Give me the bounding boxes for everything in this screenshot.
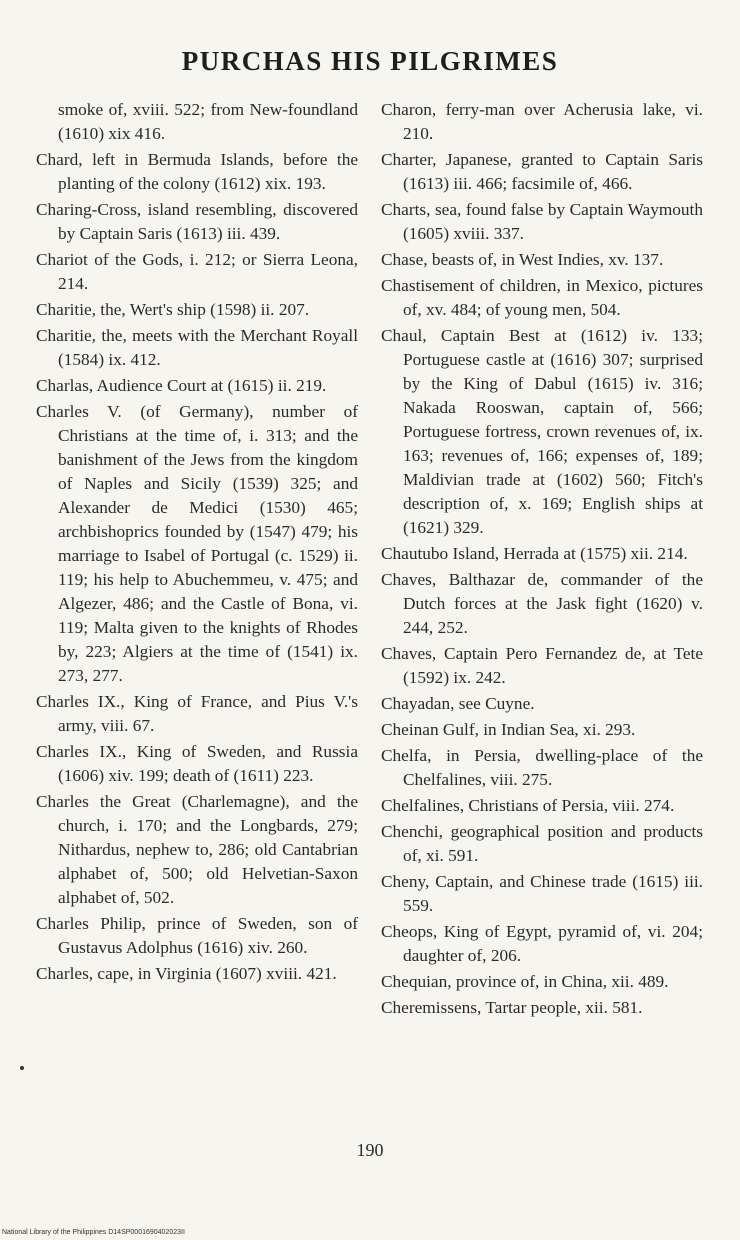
index-entry: Chequian, province of, in China, xii. 489. [381,972,669,991]
index-entry: Chariot of the Gods, i. 212; or Sierra Leona, 214. [36,250,358,293]
page-title: PURCHAS HIS PILGRIMES [181,46,559,76]
index-entry: Chautubo Island, Herrada at (1575) xii. 214. [381,544,688,563]
index-column-left [36,98,358,988]
index-entry: Charitie, the, Wert's ship (1598) ii. 207. [36,300,310,319]
index-entry: Charles, cape, in Virginia (1607) xviii. 421. [36,964,337,983]
index-entry: Chayadan, see Cuyne. [381,694,535,713]
index-entry: smoke of, xviii. 522; from New-foundland (1610) xix 416. [58,100,358,143]
index-entry: Chelfalines, Christians of Persia, viii. 274. [381,796,675,815]
index-entry: Charles IX., King of Sweden, and Russia (1606) xiv. 199; death of (1611) 223. [36,742,358,785]
scan-credit: National Library of the Philippines D14SP0001690402023II [2,1229,185,1236]
index-entry: Chaves, Balthazar de, commander of the Dutch forces at the Jask fight (1620) v. 244, 252. [381,570,703,637]
index-entry: Cheny, Captain, and Chinese trade (1615) iii. 559. [381,872,703,915]
index-entry: Chaves, Captain Pero Fernandez de, at Tete (1592) ix. 242. [381,644,703,687]
index-entry: Charles the Great (Charlemagne), and the church, i. 170; and the Longbards, 279; Nithardus, nephew to, 286; old Cantabrian alphabet of, 500; old Helvetian-Saxon alphabet of, 502. [36,792,358,907]
index-entry: Charles V. (of Germany), number of Christians at the time of, i. 313; and the banishment of the Jews from the kingdom of Naples and Sicily (1539) 325; and Alexander de Medici (1530) 465; archbishoprics founded by (1547) 479; his marriage to Isabel of Portugal (c. 1529) ii. 119; his help to Abuchemmeu, v. 475; and Algezer, 486; and the Castle of Bona, vi. 119; Malta given to the knights of Rhodes by, 223; Algiers at the time of (1541) ix. 273, 277. [36,402,358,685]
index-entry: Chase, beasts of, in West Indies, xv. 137. [381,250,664,269]
page-number: 190 [356,1140,384,1160]
index-entry: Cheremissens, Tartar people, xii. 581. [381,998,643,1017]
index-entry: Chard, left in Bermuda Islands, before the planting of the colony (1612) xix. 193. [36,150,358,193]
index-entry: Charles IX., King of France, and Pius V.'s army, viii. 67. [36,692,358,735]
index-entry: Chastisement of children, in Mexico, pictures of, xv. 484; of young men, 504. [381,276,703,319]
index-entry: Charlas, Audience Court at (1615) ii. 219. [36,376,327,395]
index-entry: Chaul, Captain Best at (1612) iv. 133; Portuguese castle at (1616) 307; surprised by the King of Dabul (1615) iv. 316; Nakada Rooswan, captain of, 566; Portuguese fortress, crown revenues of, ix. 163; revenues of, 166; expenses of, 189; Maldivian trade at (1602) 560; Fitch's description of, x. 169; English ships at (1621) 329. [381,326,703,537]
index-entry: Charter, Japanese, granted to Captain Saris (1613) iii. 466; facsimile of, 466. [381,150,703,193]
index-entry: Cheops, King of Egypt, pyramid of, vi. 204; daughter of, 206. [381,922,703,965]
index-column-right [381,98,703,1022]
index-entry: Charing-Cross, island resembling, discovered by Captain Saris (1613) iii. 439. [36,200,358,243]
index-entry: Charles Philip, prince of Sweden, son of Gustavus Adolphus (1616) xiv. 260. [36,914,358,957]
index-entry: Chenchi, geographical position and products of, xi. 591. [381,822,703,865]
ink-speck [20,1066,24,1070]
index-entry: Charon, ferry-man over Acherusia lake, vi. 210. [381,100,703,143]
index-entry: Chelfa, in Persia, dwelling-place of the Chelfalines, viii. 275. [381,746,703,789]
index-entry: Cheinan Gulf, in Indian Sea, xi. 293. [381,720,636,739]
index-entry: Charts, sea, found false by Captain Waymouth (1605) xviii. 337. [381,200,703,243]
index-entry: Charitie, the, meets with the Merchant Royall (1584) ix. 412. [36,326,358,369]
